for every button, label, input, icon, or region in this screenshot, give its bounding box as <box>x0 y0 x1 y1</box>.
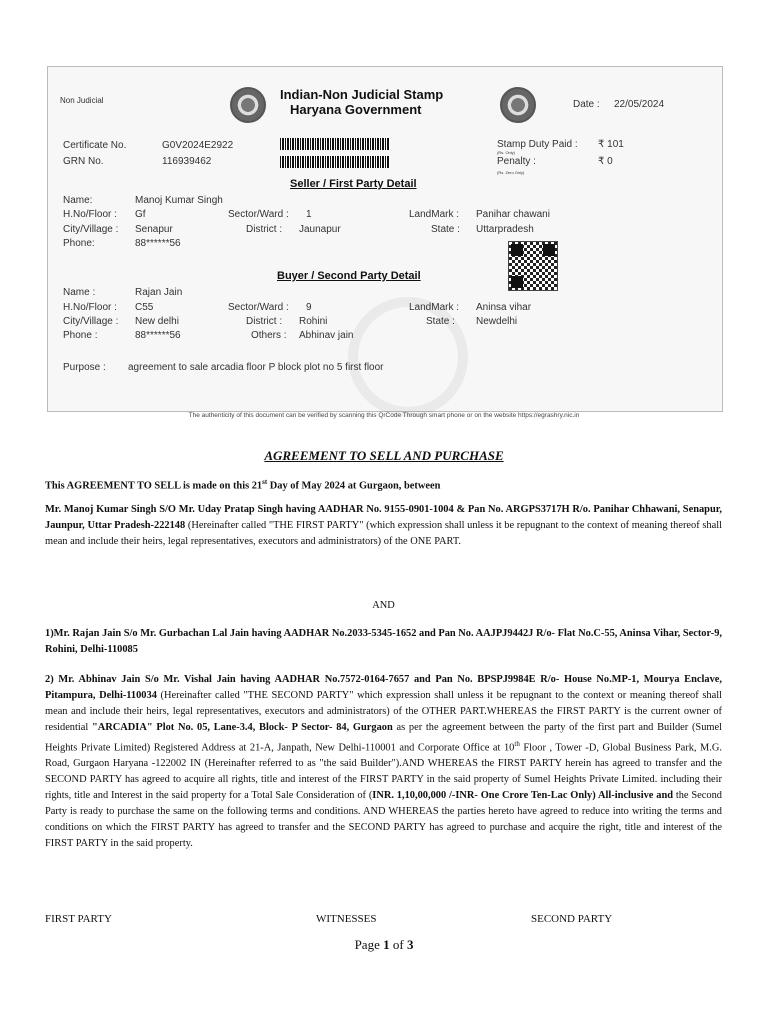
seller-sector-label: Sector/Ward : <box>228 209 289 220</box>
certificate-barcode-icon <box>280 138 390 150</box>
witnesses-signature-label: WITNESSES <box>316 913 377 925</box>
stamp-title-line1: Indian-Non Judicial Stamp <box>280 87 444 102</box>
purpose-value: agreement to sale arcadia floor P block plot no 5 first floor <box>128 362 384 373</box>
certificate-value: G0V2024E2922 <box>162 140 234 151</box>
seller-phone-label: Phone: <box>63 238 95 249</box>
buyer-others-value: Abhinav jain <box>299 330 354 341</box>
sale-consideration: INR. 1,10,00,000 /-INR- One Crore Ten-Lac Only) All-inclusive and <box>372 790 673 802</box>
intro-line <box>45 474 722 494</box>
seller-district-value: Jaunapur <box>299 224 341 235</box>
buyer-district-value: Rohini <box>299 316 328 327</box>
first-party-clause: (Hereinafter called "THE FIRST PARTY" (which expression shall unless it be repugnant to the context of meaning thereof shall mean and include their heirs, legal representatives, executors and administrators) of the ONE PART. <box>45 520 722 547</box>
first-party-paragraph <box>45 502 722 550</box>
seller-hno-label: H.No/Floor : <box>63 209 117 220</box>
second-party-clause-d: the Second Party is ready to purchase the same on the following terms and conditions. AND WHEREAS the parties hereto have agreed to reduce into writing the terms and conditions on which the FIRST PARTY has agreed to transfer and the SECOND PARTY has agreed to purchase and acquire the right, title and interest of the FIRST PARTY in the said property. <box>45 790 722 850</box>
intro-pre: This AGREEMENT TO SELL is made on this 21 <box>45 480 263 492</box>
buyer-phone-value: 88******56 <box>135 330 181 341</box>
stamp-title-line2: Haryana Government <box>290 102 422 117</box>
seller-name-value: Manoj Kumar Singh <box>135 195 223 206</box>
first-party-signature-label: FIRST PARTY <box>45 913 112 925</box>
first-party-identity: Mr. Manoj Kumar Singh S/O Mr. Uday Pratap Singh having AADHAR No. 9155-0901-1004 & Pan No. ARGPS3717H R/o. Panihar Chhawani, Senapur, Jaunpur, Uttar Pradesh-222148 <box>45 504 722 531</box>
and-separator <box>45 598 722 614</box>
buyer-city-value: New delhi <box>135 316 179 327</box>
buyer-landmark-value: Aninsa vihar <box>476 302 532 313</box>
second-party-1-paragraph <box>45 626 722 658</box>
seller-heading: Seller / First Party Detail <box>290 178 417 190</box>
stamp-duty-value: ₹ 101 <box>598 139 624 150</box>
seller-landmark-value: Panihar chawani <box>476 209 550 220</box>
and-text: AND <box>372 600 395 611</box>
buyer-others-label: Others : <box>251 330 287 341</box>
verification-caption: The authenticity of this document can be verified by scanning this QrCode Through smart phone or on the website https://egrashry.nic.in <box>188 412 580 419</box>
purpose-label: Purpose : <box>63 362 106 373</box>
seller-name-label: Name: <box>63 195 93 206</box>
grn-barcode-icon <box>280 156 390 168</box>
second-party-2-paragraph <box>45 672 722 852</box>
buyer-phone-label: Phone : <box>63 330 98 341</box>
page-number <box>0 937 768 953</box>
seller-hno-value: Gf <box>135 209 146 220</box>
seller-district-label: District : <box>246 224 283 235</box>
penalty-note: (Rs. Zero Only) <box>497 170 525 175</box>
haryana-emblem-icon <box>500 87 536 123</box>
penalty-value: ₹ 0 <box>598 156 613 167</box>
seller-landmark-label: LandMark : <box>409 209 460 220</box>
second-party-clause-c: Floor , Tower -D, Global Business Park, M.G. Road, Gurgaon Haryana -122002 IN (Hereinafter referred to as "the said Builder").AND WHEREAS the FIRST PARTY herein has agreed to transfer and the SECOND PARTY has agreed to acquire all rights, title and interest of the FIRST PARTY in the said property of Sumel Heights Private Limited. including their rights, title and Interest in the said property for a Total Sale Consideration of ( <box>45 742 722 802</box>
second-party-clause-a: (Hereinafter called "THE SECOND PARTY" which expression shall unless it be repugnant to the context or meaning thereof shall mean and include their heirs, legal representatives, executors and administrators) of the OTHER PART.WHEREAS the FIRST PARTY is the current owner of residential <box>45 690 722 733</box>
grn-label: GRN No. <box>63 156 104 167</box>
buyer-landmark-label: LandMark : <box>409 302 460 313</box>
intro-sup: st <box>262 478 268 486</box>
floor-sup: th <box>514 740 520 748</box>
certificate-label: Certificate No. <box>63 140 127 151</box>
non-judicial-label: Non Judicial <box>60 96 104 105</box>
second-party-2-identity: 2) Mr. Abhinav Jain S/o Mr. Vishal Jain having AADHAR No.7572-0164-7657 and Pan No. BPSPJ9984E R/o- House No.MP-1, Mourya Enclave, Pitampura, Delhi-110034 <box>45 674 722 701</box>
seller-phone-value: 88******56 <box>135 238 181 249</box>
seller-sector-value: 1 <box>306 209 312 220</box>
seller-city-label: City/Village : <box>63 224 119 235</box>
second-party-clause-b: as per the agreement between the party of the first part and Builder (Sumel Heights Private Limited) Registered Address at 21-A, Janpath, New Delhi-110001 and Corporate Office at 10 <box>45 722 722 754</box>
date-value: 22/05/2024 <box>614 99 665 110</box>
seller-city-value: Senapur <box>135 224 173 235</box>
page-total: 3 <box>406 937 414 952</box>
buyer-district-label: District : <box>246 316 283 327</box>
page-pre: Page <box>354 937 384 952</box>
property-description: "ARCADIA" Plot No. 05, Lane-3.4, Block- P Sector- 84, Gurgaon <box>92 722 393 733</box>
penalty-label: Penalty : <box>497 156 536 167</box>
page-current: 1 <box>383 937 390 952</box>
grn-value: 116939462 <box>162 156 212 167</box>
stamp-paper <box>47 66 723 412</box>
buyer-sector-value: 9 <box>306 302 312 313</box>
stamp-duty-label: Stamp Duty Paid : <box>497 139 578 150</box>
national-emblem-icon <box>230 87 266 123</box>
second-party-signature-label: SECOND PARTY <box>531 913 613 925</box>
buyer-sector-label: Sector/Ward : <box>228 302 289 313</box>
verification-qr-code[interactable] <box>508 241 558 291</box>
buyer-name-value: Rajan Jain <box>135 287 183 298</box>
buyer-state-value: Newdelhi <box>476 316 518 327</box>
seller-state-label: State : <box>431 224 460 235</box>
watermark-seal <box>348 297 468 417</box>
intro-post: Day of May 2024 at Gurgaon, between <box>267 480 441 492</box>
date-label: Date : <box>573 99 600 110</box>
stamp-duty-note: (Rs. Only) <box>497 150 515 155</box>
buyer-hno-value: C55 <box>135 302 154 313</box>
buyer-heading: Buyer / Second Party Detail <box>277 270 421 282</box>
buyer-hno-label: H.No/Floor : <box>63 302 117 313</box>
seller-state-value: Uttarpradesh <box>476 224 534 235</box>
agreement-title: AGREEMENT TO SELL AND PURCHASE <box>264 448 504 463</box>
buyer-state-label: State : <box>426 316 455 327</box>
second-party-1-identity: 1)Mr. Rajan Jain S/o Mr. Gurbachan Lal Jain having AADHAR No.2033-5345-1652 and Pan No. AAJPJ9442J R/o- Flat No.C-55, Aninsa Vihar, Sector-9, Rohini, Delhi-110085 <box>45 628 722 655</box>
buyer-city-label: City/Village : <box>63 316 119 327</box>
buyer-name-label: Name : <box>63 287 96 298</box>
page-mid: of <box>389 937 407 952</box>
